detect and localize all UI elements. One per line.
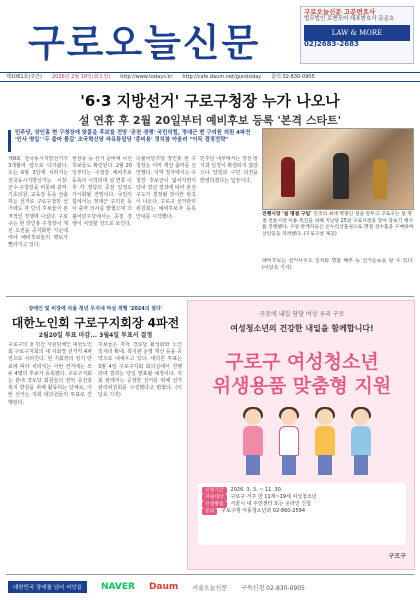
main-subheadline: 설 연휴 후 2월 20일부터 예비후보 등록 '본격 스타트' <box>78 114 342 127</box>
person-figure <box>281 157 295 197</box>
girl-illustration <box>348 409 374 475</box>
ad-info-label: 신청기간 <box>202 487 227 494</box>
ad-top-slogan: 구로에 내일 당당 여성 우리 구로 <box>259 311 345 318</box>
lawfirm-brand: LAW & MORE <box>304 25 410 41</box>
lawfirm-ad-title: 구로오늘신문 고문변호사 <box>304 8 376 16</box>
youth-hygiene-ad[interactable] <box>187 300 415 570</box>
article1-column-5: 예비후보는 선거사무소 설치와 명함 배부 등 선거운동을 할 수 있다. (이달호 기자) <box>262 258 414 272</box>
ad-info-row <box>202 501 402 508</box>
main-lead: 민주당, 장인홍 현 구청장에 맞붙을 후보들 전망 '공천 경쟁' 국민의힘, 정대근 현 구의원 의원 4파전 '인사 영입' '두 출마 물갈' 조국혁신당 자유통일당 '총비용' 정치참 아울러 "이득 결정전략" <box>8 130 258 152</box>
ad-info-value: 서울시 내 주민센터 또는 온라인 신청 <box>230 501 311 507</box>
naver-logo[interactable]: NAVER <box>101 582 135 592</box>
ad-hero-text: 여성청소년의 건강한 내일을 함께합니다! <box>230 324 374 333</box>
subscribe-link[interactable]: 구독신청 02-830-0905 <box>241 584 305 592</box>
article2-subheadline: 2월20일 투표 마감... 3월4일 투표서 결정 <box>38 332 153 339</box>
article2-kicker: 장애인 및 비장애 자율 청년 무지네 마실 적행 '2024의 알다' <box>28 306 163 312</box>
cafe-link[interactable]: http://cafe.daum.net/gurotoday <box>182 74 262 80</box>
lawfirm-ad-sub: 법무법인 로앤모어 대표변호사 문준호 <box>304 16 395 22</box>
article2-column-1: 구로구의 첫 민간 자원단체인 대한노인회 구로구지회의 새 지회장 선거가 4파전으로 치러진다. 현 지회장의 임기 만료에 따라 치러지는 이번 선거에는 모두 4명의 후보가 등록했다. 구로구지회는 관내 경로당 회원들의 권익 증진과 복지 향상을 위해 활동하는 단체로, 이번 선거는 지회 대의원들의 투표로 진행된다. <box>8 342 92 406</box>
contact-phone: 문의 02-830-0905 <box>271 74 315 80</box>
article2-column-2: 후보들은 각각 경로당 활성화와 노인 일자리 확대, 복지관 운영 개선 등을 공약으로 내세우고 있다. 대의원 투표는 3월 4일 구로구지회 회의실에서 진행되며 결과는 당일 발표될 예정이다. 지회 관계자는 공정한 선거를 위해 선거관리위원회를 구성했다고 밝혔다. (이달호 기자) <box>98 342 182 399</box>
photo-caption-credit: (구로구청 제공) <box>303 231 337 237</box>
ad-title-line-1: 구로구 여성청소년 <box>225 351 379 373</box>
footer-divider <box>6 574 414 575</box>
issue-number: 제1061호(주간) <box>6 74 42 80</box>
issue-info-bar <box>0 72 420 82</box>
main-headline[interactable]: '6·3 지방선거' 구로구청장 누가 나오나 <box>80 92 340 110</box>
person-figure <box>333 153 349 199</box>
issue-date: 2026년 2월 10일(화요일) <box>51 74 111 80</box>
ad-info-row <box>202 508 402 515</box>
ad-info-row <box>202 487 402 494</box>
article1-column-2: 현상유 등 선거 준비에 나선 후보들도 확인된다. 2월 20일부터는 구청장 예비후보 등록이 시작되며 설 연휴 이후 각 정당의 공천 일정도 가시화될 전망이다. 국민의힘에서는 정대근 구의원 등이 출마 의사를 밝혔으며 더불어민주당에서는 공천 경쟁이 치열할 것으로 보인다. <box>72 156 132 227</box>
market-photo[interactable] <box>262 128 414 210</box>
girl-illustration <box>240 409 266 475</box>
ad-title-line-2: 위생용품 맞춤형 지원 <box>212 375 392 397</box>
article2-headline[interactable]: 대한노인회 구로구지회장 4파전 <box>11 316 180 330</box>
photo-caption <box>262 212 414 238</box>
ad-info-value: 2026. 3. 3. ~ 11. 30. <box>230 487 283 493</box>
girl-illustration <box>312 409 338 475</box>
photo-caption-text: 민족의 최대 명절인 설을 앞두고 구로구는 설 명절 전통시장 이용 촉진을 위해 지난달 25일 구로시장을 찾아 장보기 행사를 진행했다. 구청 관계자들은 온누리상품권으로 명절 성수품을 구매하며 상인들을 격려했다. <box>262 212 414 237</box>
website-link[interactable]: http://www.todays.kr <box>120 74 173 80</box>
footer-slogan: 대한민국 장애를 넘어 씨앗을 <box>8 581 87 593</box>
lawfirm-phone: 02)2683-2683 <box>304 40 359 48</box>
section-divider <box>6 296 414 297</box>
ad-info-row <box>202 494 402 501</box>
ad-info-value: 구로구청 아동청소년과 02-860-2594 <box>221 508 305 514</box>
photo-caption-title: 진행시장 '설 명절 구입' <box>262 212 312 217</box>
ad-info-box <box>198 483 406 545</box>
lawfirm-ad[interactable] <box>300 6 414 64</box>
newspaper-logo[interactable]: 구로오늘신문 <box>28 21 261 65</box>
girl-illustration <box>276 409 302 475</box>
article1-column-4: 민주당 내부에서는 경선 방식과 일정이 확정되지 않았으나 당원과 구민 의견을 반영하겠다는 입장이다. <box>200 156 258 184</box>
ad-info-label: 문의 <box>202 508 217 515</box>
footer-bar <box>0 578 420 596</box>
masthead <box>0 0 420 70</box>
article1-column-1: 제9회 전국동시지방선거가 3개월여 앞으로 다가왔다. 오는 6월 3일에 치러지는 전국동시지방선거는 시장·군수·구청장을 비롯해 광역·기초의원, 교육감 등을 선출하는 선거로 구로구청장 선거에도 각 당의 후보들이 본격적인 경쟁에 나섰다. 구로구는 현 장인홍 구청장이 재선 도전을 공식화한 가운데 여야 예비후보들의 행보가 빨라지고 있다. <box>8 156 68 249</box>
ad-info-value: 구로구 거주 만 11세~19세 여성청소년 <box>230 494 317 500</box>
person-figure <box>373 159 387 199</box>
ad-info-label: 지원대상 <box>202 494 227 501</box>
ad-sponsor: 구로구 <box>388 553 406 560</box>
daum-logo[interactable]: Daum <box>148 582 179 592</box>
portal-link[interactable]: 서울오늘신문 <box>192 584 228 592</box>
ad-info-label: 신청방법 <box>202 501 227 508</box>
article1-column-3: 더불어민주당 장인홍 현 구청장은 이미 재선 출마를 선언했다. 지역 정가에서는 구청장 후보군이 넓어지면서 당내 경선 결과에 따라 본선 구도가 결정될 것이란 관측이 나온다. 구로구 선거관리위원회는 예비후보자 등록 안내를 시작했다. <box>136 156 196 220</box>
